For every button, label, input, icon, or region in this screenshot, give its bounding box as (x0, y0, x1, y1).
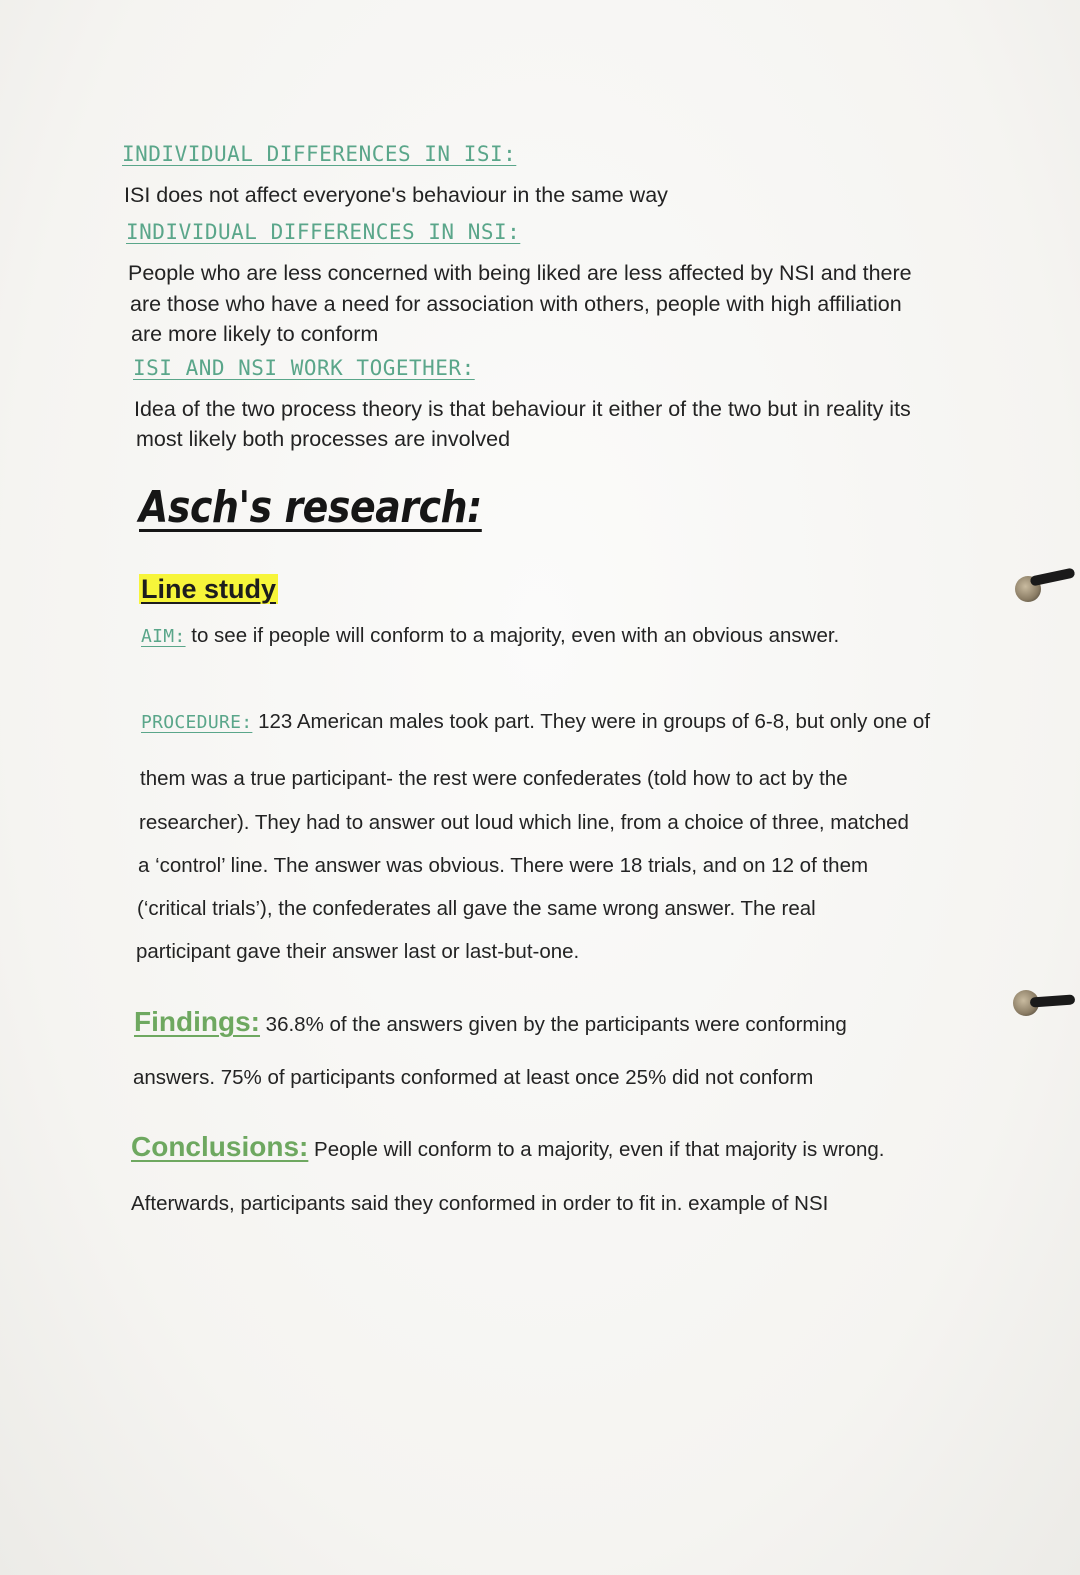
procedure-line-3: researcher). They had to answer out loud which line, from a choice of three, matched (139, 811, 909, 834)
binder-ring-bottom-icon (1030, 994, 1076, 1007)
aim-label: AIM: (141, 626, 186, 647)
procedure-line-6: participant gave their answer last or last-but-one. (136, 940, 580, 963)
line-study-label: Line study (141, 574, 277, 604)
aim-text: to see if people will conform to a majority, even with an obvious answer. (185, 624, 840, 647)
nsi-heading: INDIVIDUAL DIFFERENCES IN NSI: (126, 220, 521, 244)
line-study-subtitle (139, 574, 278, 605)
findings-label: Findings: (134, 1006, 260, 1037)
conclusions-label: Conclusions: (131, 1131, 309, 1162)
isi-text: ISI does not affect everyone's behaviour in the same way (124, 183, 668, 207)
procedure-line-5: (‘critical trials’), the confederates all gave the same wrong answer. The real (137, 897, 816, 920)
asch-title: Asch's research: (139, 482, 482, 533)
procedure-line-4: a ‘control’ line. The answer was obvious. There were 18 trials, and on 12 of them (138, 854, 869, 877)
procedure-line-2: them was a true participant- the rest were confederates (told how to act by the (140, 767, 848, 790)
together-text-line-2: most likely both processes are involved (136, 427, 511, 451)
conclusions-line-1 (131, 1131, 884, 1163)
findings-line-1 (134, 1006, 847, 1038)
nsi-text-line-2: are those who have a need for association with others, people with high affiliation (130, 292, 902, 316)
aim-line (141, 624, 839, 648)
procedure-text-1: 123 American males took part. They were in groups of 6-8, but only one of (252, 710, 931, 733)
procedure-label: PROCEDURE: (141, 712, 253, 733)
findings-text-1: 36.8% of the answers given by the participants were conforming (259, 1013, 847, 1036)
conclusions-text-1: People will conform to a majority, even if that majority is wrong. (308, 1138, 885, 1161)
together-text-line-1: Idea of the two process theory is that behaviour it either of the two but in reality its (134, 397, 911, 421)
together-heading: ISI AND NSI WORK TOGETHER: (133, 356, 475, 380)
conclusions-line-2: Afterwards, participants said they conformed in order to fit in. example of NSI (131, 1192, 829, 1215)
nsi-text-line-3: are more likely to conform (131, 322, 379, 346)
findings-line-2: answers. 75% of participants conformed at least once 25% did not conform (133, 1066, 814, 1089)
procedure-line-1 (141, 710, 930, 734)
binder-ring-top-icon (1029, 567, 1075, 586)
isi-heading: INDIVIDUAL DIFFERENCES IN ISI: (122, 142, 517, 166)
nsi-text-line-1: People who are less concerned with being liked are less affected by NSI and there (128, 261, 912, 285)
